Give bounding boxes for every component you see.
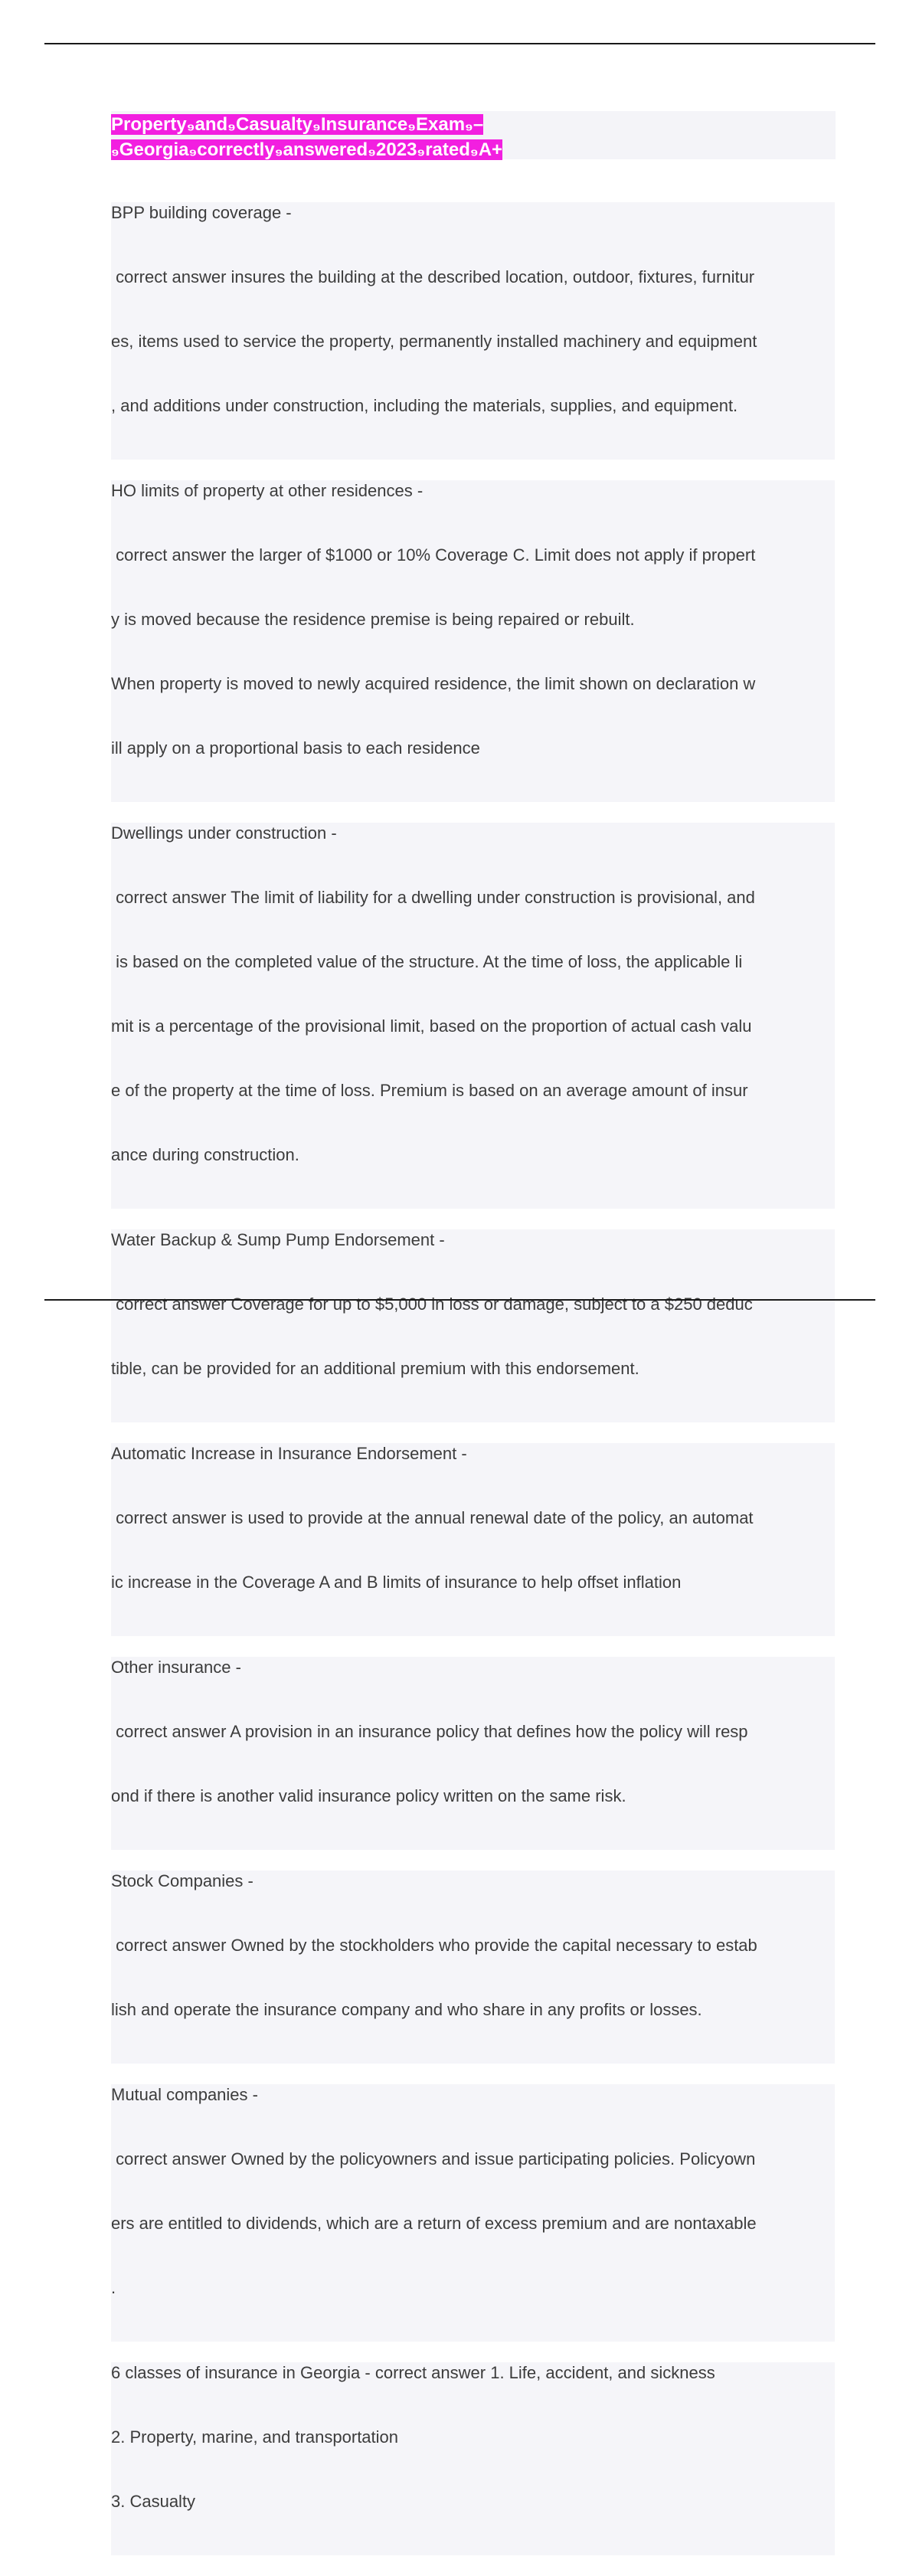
answer-line: mit is a percentage of the provisional limit, based on the proportion of actual cash valu [111,1016,752,1036]
entry-answer [111,502,835,802]
footer-rule [44,1299,875,1301]
answer-line: correct answer The limit of liability for a dwelling under construction is provisional, and [111,888,755,907]
answer-line: 2. Property, marine, and transportation [111,2427,399,2447]
answer-line: When property is moved to newly acquired residence, the limit shown on declaration w [111,674,756,693]
flashcard-entry [111,202,835,460]
answer-line: , and additions under construction, including the materials, supplies, and equipment. [111,396,738,415]
flashcard-entry [111,480,835,802]
answer-line: correct answer Coverage for up to $5,000 in loss or damage, subject to a $250 deduc [111,1295,753,1314]
flashcard-entry [111,1443,835,1636]
flashcard-entry [111,2362,835,2555]
flashcard-entry [111,2084,835,2342]
entry-answer [111,844,835,1209]
entry-answer [111,224,835,460]
flashcard-entry [111,1657,835,1850]
flashcard-entry [111,1871,835,2064]
answer-line: 3. Casualty [111,2492,196,2511]
answer-line: correct answer the larger of $1000 or 10% Coverage C. Limit does not apply if propert [111,545,756,565]
answer-line: is based on the completed value of the structure. At the time of loss, the applicable li [111,952,743,971]
entry-term: BPP building coverage - [111,202,835,224]
entry-term: Mutual companies - [111,2084,835,2106]
answer-line: correct answer is used to provide at the annual renewal date of the policy, an automat [111,1508,754,1527]
answer-line: y is moved because the residence premise is being repaired or rebuilt. [111,610,635,629]
flashcard-entry [111,1229,835,1422]
entry-term: Other insurance - [111,1657,835,1678]
answer-line: ill apply on a proportional basis to each residence [111,738,480,758]
header-rule [44,43,875,44]
answer-line: ic increase in the Coverage A and B limits of insurance to help offset inflation [111,1573,682,1592]
answer-line: correct answer insures the building at the described location, outdoor, fixtures, furnitur [111,267,755,286]
answer-line: ance during construction. [111,1145,299,1164]
answer-line: correct answer Owned by the stockholders who provide the capital necessary to estab [111,1936,757,1955]
entry-term: Stock Companies - [111,1871,835,1892]
title-line-2: ₉Georgia₉correctly₉answered₉2023₉rated₉A+ [111,139,503,160]
entry-answer [111,2106,835,2342]
flashcard-entry [111,823,835,1209]
entry-answer [111,1251,835,1422]
answer-line: tible, can be provided for an additional premium with this endorsement. [111,1359,639,1378]
answer-line: es, items used to service the property, permanently installed machinery and equipment [111,332,757,351]
answer-line: ers are entitled to dividends, which are a return of excess premium and are nontaxable [111,2214,757,2233]
entry-answer [111,1892,835,2064]
entry-term: Dwellings under construction - [111,823,835,844]
answer-line: lish and operate the insurance company and who share in any profits or losses. [111,2000,702,2019]
entry-term: 6 classes of insurance in Georgia - correct answer 1. Life, accident, and sickness [111,2362,835,2384]
entry-term: HO limits of property at other residences - [111,480,835,502]
entry-answer [111,1465,835,1636]
title-line-1: Property₉and₉Casualty₉Insurance₉Exam₉– [111,114,484,135]
entry-answer [111,2384,835,2555]
answer-line: . [111,2278,116,2297]
answer-line: correct answer A provision in an insurance policy that defines how the policy will resp [111,1722,748,1741]
answer-line: e of the property at the time of loss. Premium is based on an average amount of insur [111,1081,748,1100]
answer-line: ond if there is another valid insurance policy written on the same risk. [111,1786,626,1805]
entry-answer [111,1678,835,1850]
document-title [111,112,662,162]
flashcard-list [111,202,835,2576]
entry-term: Automatic Increase in Insurance Endorsement - [111,1443,835,1465]
answer-line: correct answer Owned by the policyowners and issue participating policies. Policyown [111,2149,756,2168]
entry-term: Water Backup & Sump Pump Endorsement - [111,1229,835,1251]
